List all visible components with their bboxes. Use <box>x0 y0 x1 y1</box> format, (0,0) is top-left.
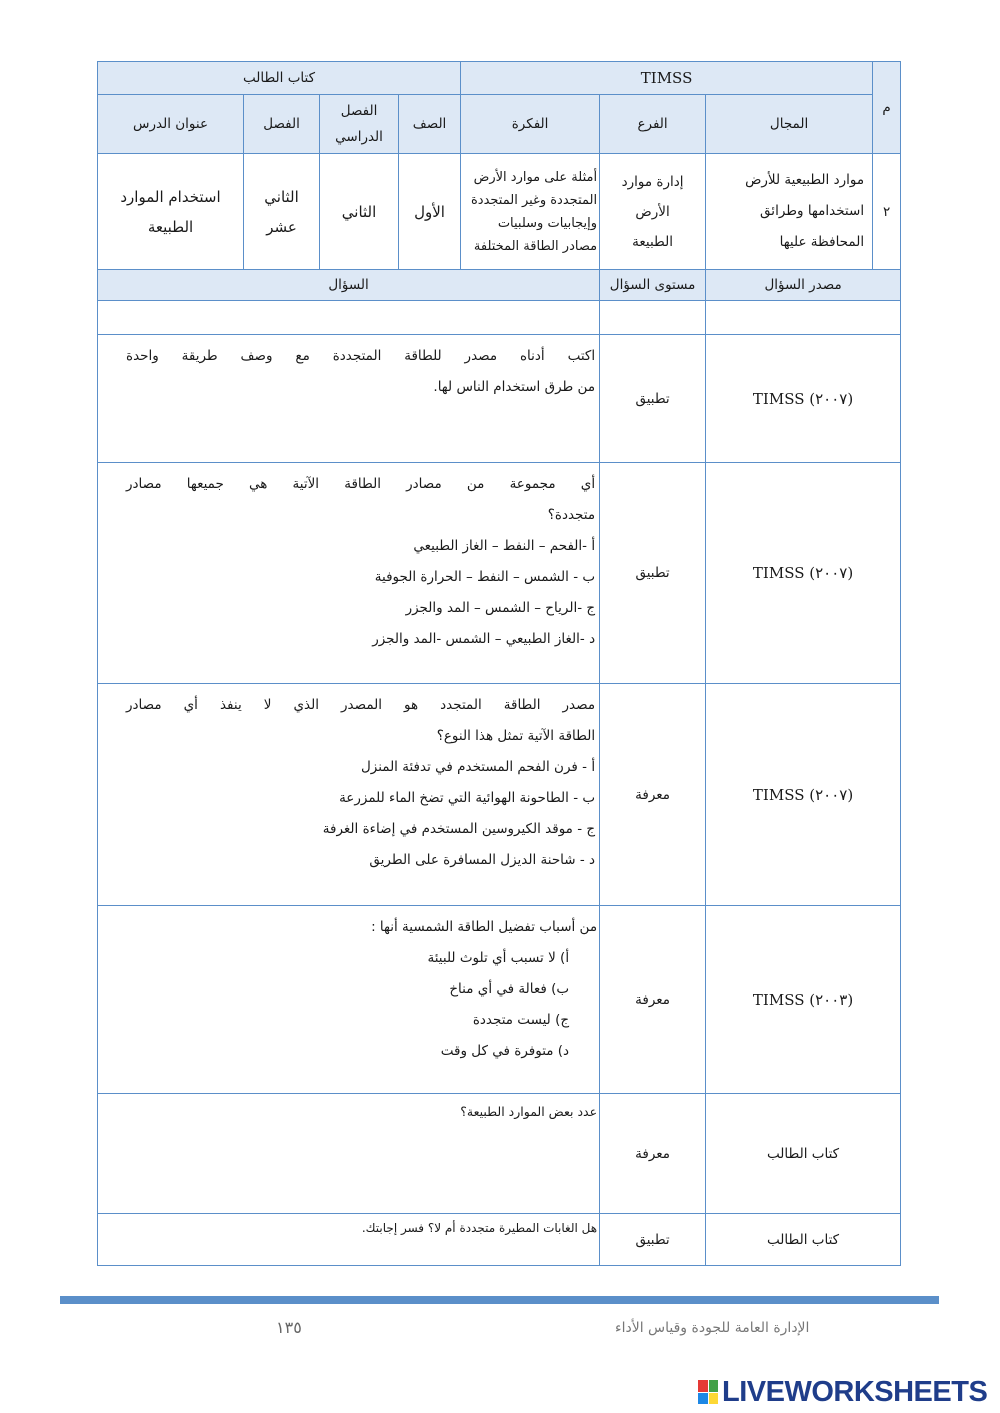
answer-option: أ) لا تسبب أي تلوث للبيئة <box>427 950 570 966</box>
question-line: من أسباب تفضيل الطاقة الشمسية أنها : <box>371 919 598 935</box>
question-line: عدد بعض الموارد الطبيعة؟ <box>460 1104 598 1119</box>
blank-cell <box>98 301 600 335</box>
question-level: تطبيق <box>600 335 706 463</box>
answer-option: ج - موقد الكيروسين المستخدم في إضاءة الغرفة <box>322 821 596 837</box>
answer-option: ج) ليست متجددة <box>472 1012 570 1028</box>
subheader-level: مستوى السؤال <box>600 270 706 301</box>
brand-square <box>709 1380 719 1392</box>
brand-name: LIVEWORKSHEETS <box>722 1375 988 1408</box>
liveworksheets-logo <box>698 1377 987 1407</box>
answer-option: أ -الفحم – النفط – الغاز الطبيعي <box>413 538 596 554</box>
far-cell: إدارة موارد الأرض الطبيعة <box>600 154 706 270</box>
question-text <box>98 1214 600 1266</box>
question-line: من طرق استخدام الناس لها. <box>433 379 596 395</box>
header-unwan: عنوان الدرس <box>98 95 244 154</box>
question-level: معرفة <box>600 1094 706 1214</box>
answer-option: د) متوفرة في كل وقت <box>440 1043 570 1059</box>
answer-option: ب - الشمس – النفط – الحرارة الجوفية <box>374 569 596 585</box>
question-line: الطاقة الآتية تمثل هذا النوع؟ <box>436 728 596 744</box>
brand-square <box>698 1380 708 1392</box>
question-level: تطبيق <box>600 463 706 684</box>
question-source: TIMSS (٢٠٠٧) <box>706 335 901 463</box>
header-timss: TIMSS <box>461 62 873 95</box>
question-text <box>98 463 600 684</box>
question-text <box>98 335 600 463</box>
brand-grid-icon <box>698 1380 718 1404</box>
header-fasl-dirasi: الفصل الدراسي <box>320 95 399 154</box>
question-text <box>98 906 600 1094</box>
question-source: كتاب الطالب <box>706 1094 901 1214</box>
blank-cell <box>706 301 901 335</box>
header-far: الفرع <box>600 95 706 154</box>
question-text <box>98 1094 600 1214</box>
saff-cell: الأول <box>399 154 461 270</box>
unwan-cell: استخدام الموارد الطبيعة <box>98 154 244 270</box>
subheader-source: مصدر السؤال <box>706 270 901 301</box>
header-student-book: كتاب الطالب <box>98 62 461 95</box>
question-level: معرفة <box>600 906 706 1094</box>
answer-option: أ - فرن الفحم المستخدم في تدفئة المنزل <box>360 759 596 775</box>
fikra-cell: أمثلة على موارد الأرض المتجددة وغير المتجددة وإيجابيات وسلبيات مصادر الطاقة المختلفة <box>461 154 600 270</box>
question-level: معرفة <box>600 684 706 906</box>
question-source: TIMSS (٢٠٠٧) <box>706 463 901 684</box>
question-source: كتاب الطالب <box>706 1214 901 1266</box>
question-line: متجددة؟ <box>547 507 596 523</box>
majal-cell: موارد الطبيعية للأرض استخدامها وطرائق المحافظة عليها <box>706 154 873 270</box>
header-fikra: الفكرة <box>461 95 600 154</box>
row-number: ٢ <box>873 154 901 270</box>
blank-cell <box>600 301 706 335</box>
page-number: ١٣٥ <box>276 1318 302 1337</box>
footer-bar <box>60 1296 939 1304</box>
header-saff: الصف <box>399 95 461 154</box>
question-line: هل الغابات المطيرة متجددة أم لا؟ فسر إجابتك. <box>361 1221 598 1235</box>
question-line: اكتب أدناه مصدر للطاقة المتجددة مع وصف طريقة واحدة <box>126 348 596 364</box>
header-majal: المجال <box>706 95 873 154</box>
header-fasl: الفصل <box>244 95 320 154</box>
question-source: TIMSS (٢٠٠٣) <box>706 906 901 1094</box>
answer-option: ج -الرياح – الشمس – المد والجزر <box>405 600 596 616</box>
curriculum-table <box>97 61 901 1266</box>
answer-option: د -الغاز الطبيعي – الشمس -المد والجزر <box>372 631 596 647</box>
question-line: أي مجموعة من مصادر الطاقة الآتية هي جميعها مصادر <box>126 476 596 492</box>
question-text <box>98 684 600 906</box>
answer-option: د - شاحنة الديزل المسافرة على الطريق <box>369 852 596 868</box>
footer-organization: الإدارة العامة للجودة وقياس الأداء <box>615 1320 810 1336</box>
question-line: مصدر الطاقة المتجدد هو المصدر الذي لا ينفذ أي مصادر <box>126 697 596 713</box>
answer-option: ب - الطاحونة الهوائية التي تضخ الماء للمزرعة <box>339 790 596 806</box>
brand-square <box>709 1393 719 1405</box>
header-m: م <box>873 62 901 154</box>
question-source: TIMSS (٢٠٠٧) <box>706 684 901 906</box>
brand-square <box>698 1393 708 1405</box>
fasl-cell: الثاني عشر <box>244 154 320 270</box>
subheader-question: السؤال <box>98 270 600 301</box>
answer-option: ب) فعالة في أي مناخ <box>449 981 570 997</box>
question-level: تطبيق <box>600 1214 706 1266</box>
fasl-dirasi-cell: الثاني <box>320 154 399 270</box>
